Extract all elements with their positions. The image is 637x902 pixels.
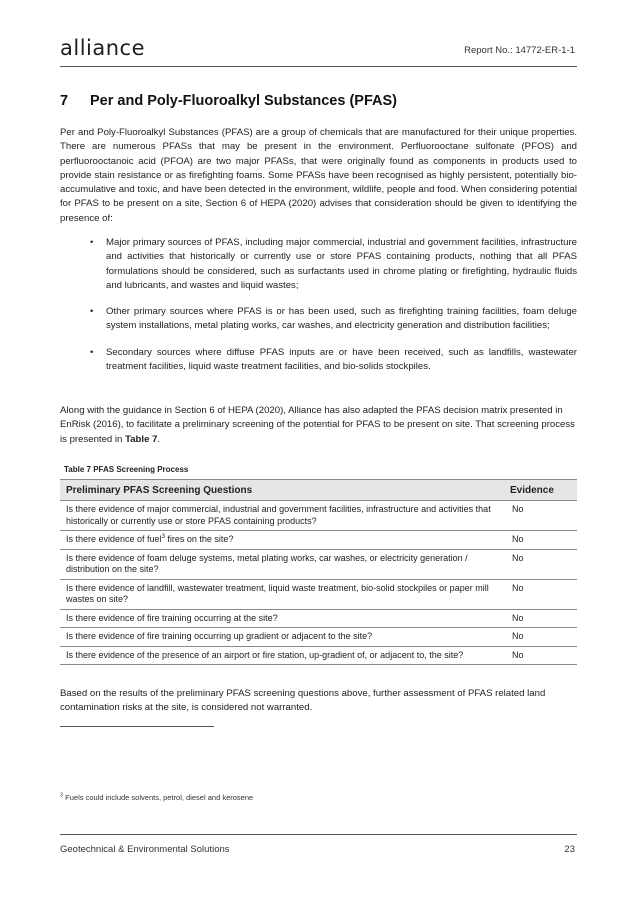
question-cell bbox=[60, 531, 504, 550]
intro-paragraph: Per and Poly-Fluoroalkyl Substances (PFAS) are a group of chemicals that are manufactured for their unique properties. There are numerous PFASs that may be present in the environment. Perfluorooctane sulfonate (PFOS) and perfluorooctanoic acid (PFOA) are two major PFASs, that were originally found as components in products used to provide stain resistance or as firefighting foams. Some PFASs have been recognised as highly persistent, potentially bio-accumulative and toxic, and have been detected in the environment, wildlife, people and food. When considering potential for PFAS to be present on a site, Section 6 of HEPA (2020) advises that consideration should be given to identifying the presence of: bbox=[60, 127, 577, 224]
table-reference: Table 7 bbox=[125, 433, 158, 445]
question-cell: Is there evidence of foam deluge systems, metal plating works, car washes, or electricity generation / distribution on the site? bbox=[60, 549, 504, 579]
page-number: 23 bbox=[564, 844, 575, 855]
table-row bbox=[60, 628, 577, 647]
evidence-cell: No bbox=[504, 609, 577, 628]
table-row bbox=[60, 501, 577, 531]
table-row bbox=[60, 609, 577, 628]
section-number: 7 bbox=[60, 93, 69, 109]
section-heading bbox=[60, 93, 397, 109]
header-divider bbox=[60, 66, 577, 67]
evidence-cell: No bbox=[504, 579, 577, 609]
list-item-text: Major primary sources of PFAS, including major commercial, industrial and government facilities, infrastructure and activities that historically or currently use or store PFAS containing products, nothing that all PFAS formulations should be considered, such as surfactants used in chrome plating or firefighting, hydraulic fluids and lubricants, and wastes and liquid wastes; bbox=[106, 237, 577, 291]
list-item bbox=[60, 346, 577, 375]
footnote bbox=[60, 793, 253, 802]
evidence-cell: No bbox=[504, 531, 577, 550]
footer-company: Geotechnical & Environmental Solutions bbox=[60, 844, 230, 855]
question-text: Is there evidence of fuel bbox=[66, 534, 162, 544]
question-cell: Is there evidence of fire training occurring up gradient or adjacent to the site? bbox=[60, 628, 504, 647]
paragraph-end: . bbox=[157, 433, 161, 445]
bullet-icon: • bbox=[90, 306, 94, 318]
evidence-cell: No bbox=[504, 501, 577, 531]
screening-paragraph bbox=[60, 404, 577, 447]
list-item-text: Other primary sources where PFAS is or has been used, such as firefighting training facilities, foam deluge system installations, metal plating works, car washes, and electricity generation and distribution facilities; bbox=[106, 306, 577, 332]
question-cell: Is there evidence of landfill, wastewater treatment, liquid waste treatment, bio-solid stockpiles or paper mill wastes on site? bbox=[60, 579, 504, 609]
list-item-text: Secondary sources where diffuse PFAS inputs are or have been received, such as landfills, wastewater treatment facilities, liquid waste treatment facilities, and bio-solids stockpiles. bbox=[106, 346, 577, 373]
table-row bbox=[60, 646, 577, 665]
screening-paragraph-text: Along with the guidance in Section 6 of HEPA (2020), Alliance has also adapted the PFAS decision matrix presented in EnRisk (2016), to facilitate a preliminary screening of the potential for PFAS to be present on site. That screening process is presented in bbox=[60, 405, 575, 445]
company-logo: alliance bbox=[60, 36, 146, 60]
conclusion-paragraph: Based on the results of the preliminary PFAS screening questions above, further assessment of PFAS related land contamination risks at the site, is considered not warranted. bbox=[60, 688, 546, 714]
footer-divider bbox=[60, 834, 577, 835]
section-title: Per and Poly-Fluoroalkyl Substances (PFAS) bbox=[90, 93, 397, 109]
pfas-screening-table bbox=[60, 479, 577, 665]
table-row bbox=[60, 579, 577, 609]
table-header-row bbox=[60, 480, 577, 501]
evidence-cell: No bbox=[504, 549, 577, 579]
footnote-divider bbox=[60, 726, 214, 727]
pfas-source-list bbox=[60, 236, 577, 386]
bullet-icon: • bbox=[90, 237, 94, 248]
question-cell: Is there evidence of major commercial, industrial and government facilities, infrastructure and activities that historically or currently use or store PFAS containing products? bbox=[60, 501, 504, 531]
footnote-marker: 3 bbox=[60, 792, 64, 799]
footnote-text: Fuels could include solvents, petrol, diesel and kerosene bbox=[63, 793, 254, 802]
question-cell: Is there evidence of fire training occurring at the site? bbox=[60, 609, 504, 628]
footnote-ref: 3 bbox=[161, 534, 165, 540]
table-row bbox=[60, 549, 577, 579]
table-row bbox=[60, 531, 577, 550]
evidence-cell: No bbox=[504, 628, 577, 647]
column-header-questions: Preliminary PFAS Screening Questions bbox=[60, 480, 504, 501]
report-number: Report No.: 14772-ER-1-1 bbox=[464, 45, 575, 56]
table-caption: Table 7 PFAS Screening Process bbox=[64, 465, 189, 474]
question-text-end: fires on the site? bbox=[164, 534, 234, 544]
question-cell: Is there evidence of the presence of an airport or fire station, up-gradient of, or adjacent to, the site? bbox=[60, 646, 504, 665]
list-item bbox=[60, 236, 577, 293]
column-header-evidence: Evidence bbox=[504, 480, 577, 501]
evidence-cell: No bbox=[504, 646, 577, 665]
list-item bbox=[60, 305, 577, 334]
bullet-icon: • bbox=[90, 346, 94, 358]
